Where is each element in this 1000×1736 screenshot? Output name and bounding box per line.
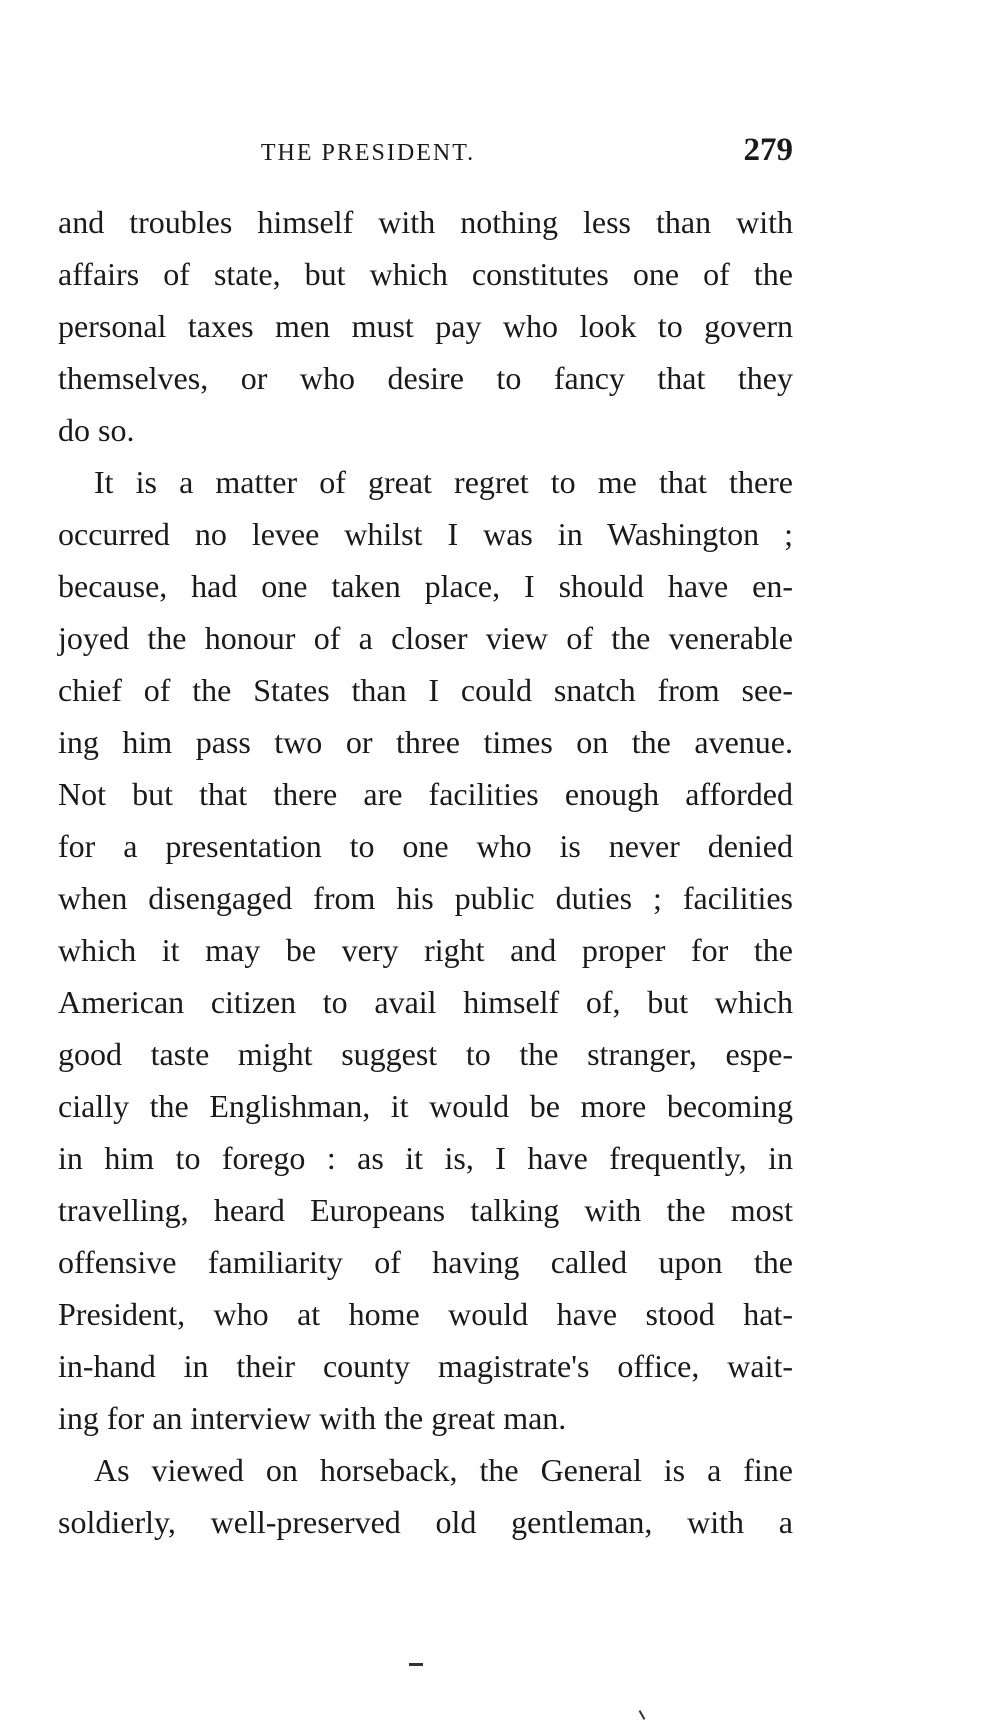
text-line: do so. — [58, 412, 135, 448]
text-line: It is a matter of great regret to me that there — [94, 464, 793, 500]
paragraph — [58, 196, 793, 456]
body-text — [58, 196, 793, 1548]
text-line: affairs of state, but which constitutes one of the — [58, 256, 793, 292]
scan-speck — [639, 1710, 646, 1720]
text-line: in-hand in their county magistrate's office, wait- — [58, 1348, 793, 1384]
text-line: chief of the States than I could snatch from see- — [58, 672, 793, 708]
running-head — [58, 132, 793, 172]
text-line: offensive familiarity of having called upon the — [58, 1244, 793, 1280]
text-line: travelling, heard Europeans talking with the most — [58, 1192, 793, 1228]
text-line: themselves, or who desire to fancy that they — [58, 360, 793, 396]
paragraph — [58, 1444, 793, 1548]
text-line: personal taxes men must pay who look to govern — [58, 308, 793, 344]
scan-speck — [409, 1663, 423, 1666]
text-line: ing him pass two or three times on the avenue. — [58, 724, 793, 760]
text-line: in him to forego : as it is, I have frequently, in — [58, 1140, 793, 1176]
text-line: Not but that there are facilities enough afforded — [58, 776, 793, 812]
text-line: because, had one taken place, I should have en- — [58, 568, 793, 604]
text-line: occurred no levee whilst I was in Washington ; — [58, 516, 793, 552]
text-line: American citizen to avail himself of, but which — [58, 984, 793, 1020]
text-line: good taste might suggest to the stranger, espe- — [58, 1036, 793, 1072]
text-line: joyed the honour of a closer view of the venerable — [58, 620, 793, 656]
text-line: President, who at home would have stood hat- — [58, 1296, 793, 1332]
text-line: and troubles himself with nothing less than with — [58, 204, 793, 240]
running-title: THE PRESIDENT. — [260, 140, 476, 166]
text-line: cially the Englishman, it would be more becoming — [58, 1088, 793, 1124]
text-line: which it may be very right and proper for the — [58, 932, 793, 968]
text-line: for a presentation to one who is never denied — [58, 828, 793, 864]
text-line: As viewed on horseback, the General is a fine — [94, 1452, 793, 1488]
paragraph — [58, 456, 793, 1444]
page-number: 279 — [743, 132, 793, 168]
text-line: ing for an interview with the great man. — [58, 1400, 567, 1436]
text-line: soldierly, well-preserved old gentleman, with a — [58, 1504, 793, 1540]
text-line: when disengaged from his public duties ; facilities — [58, 880, 793, 916]
